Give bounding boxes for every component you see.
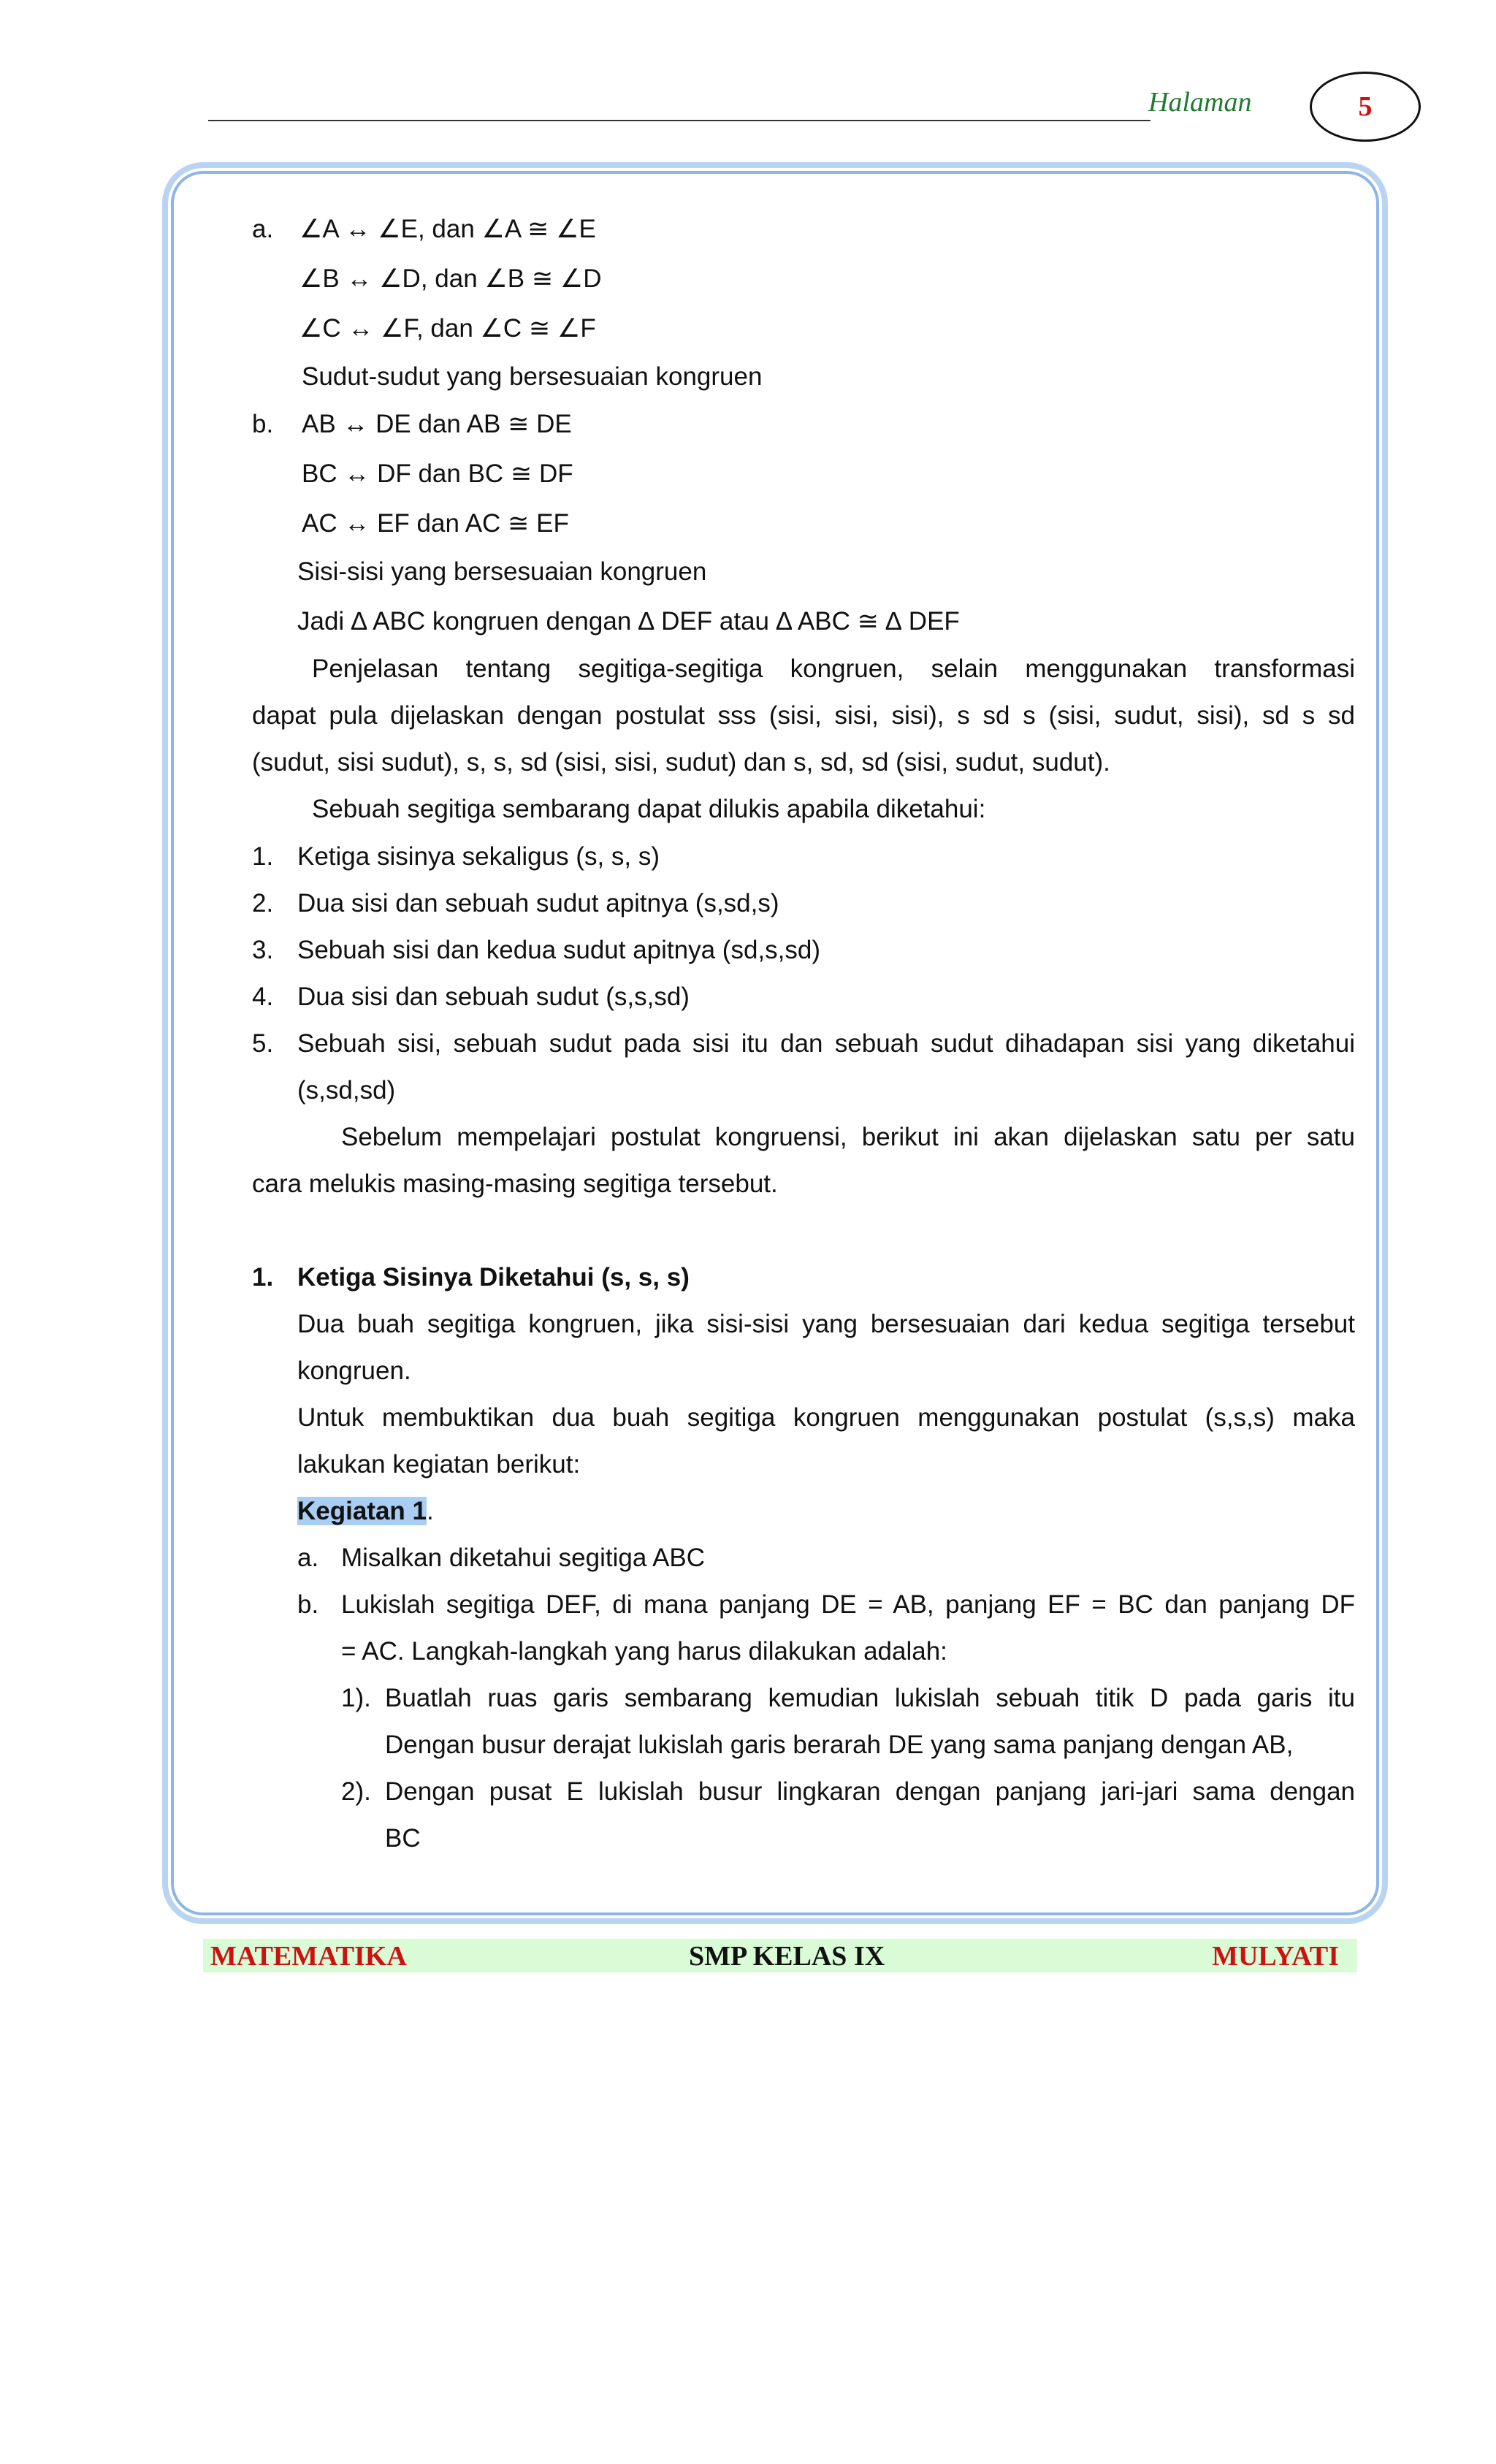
list-marker: 5. [252, 1029, 274, 1058]
paragraph-line: Untuk membuktikan dua buah segitiga kongruen menggunakan postulat (s,s,s) maka [297, 1403, 1355, 1432]
page-number: 5 [1310, 72, 1421, 142]
list-item: (s,sd,sd) [297, 1076, 396, 1105]
list-marker: b. [252, 410, 274, 438]
page-footer [203, 1939, 1357, 1972]
paragraph-line: Sebuah segitiga sembarang dapat dilukis apabila diketahui: [312, 795, 986, 823]
list-marker: a. [297, 1544, 319, 1572]
text-line: ∠A ↔ ∠E, dan ∠A ≅ ∠E [299, 215, 596, 243]
text-line: ∠C ↔ ∠F, dan ∠C ≅ ∠F [299, 314, 596, 343]
list-item: Dua sisi dan sebuah sudut apitnya (s,sd,s) [297, 889, 779, 918]
text-line: AB ↔ DE dan AB ≅ DE [302, 410, 572, 438]
list-item: Sebuah sisi, sebuah sudut pada sisi itu dan sebuah sudut dihadapan sisi yang diketahui [297, 1029, 1355, 1058]
footer-author: MULYATI [1212, 1941, 1339, 1972]
list-item: BC [385, 1824, 421, 1853]
list-item: = AC. Langkah-langkah yang harus dilakukan adalah: [341, 1637, 947, 1666]
text-line: BC ↔ DF dan BC ≅ DF [302, 459, 573, 488]
header-label: Halaman [1148, 87, 1252, 118]
list-item: Dengan busur derajat lukislah garis berarah DE yang sama panjang dengan AB, [385, 1731, 1294, 1759]
text-line: Sisi-sisi yang bersesuaian kongruen [297, 557, 707, 586]
footer-class: SMP KELAS IX [689, 1941, 885, 1972]
section-heading: Ketiga Sisinya Diketahui (s, s, s) [297, 1263, 690, 1292]
section-number: 1. [252, 1263, 274, 1292]
paragraph-line: kongruen. [297, 1357, 411, 1385]
list-item: Misalkan diketahui segitiga ABC [341, 1544, 706, 1572]
paragraph-line: Sebelum mempelajari postulat kongruensi, berikut ini akan dijelaskan satu per satu [341, 1123, 1355, 1151]
text-line: ∠B ↔ ∠D, dan ∠B ≅ ∠D [299, 264, 602, 293]
activity-heading [297, 1498, 434, 1524]
footer-subject: MATEMATIKA [210, 1941, 407, 1972]
text-line: Sudut-sudut yang bersesuaian kongruen [302, 362, 763, 391]
header-rule [208, 120, 1150, 121]
list-marker: 3. [252, 936, 274, 964]
paragraph-line: Dua buah segitiga kongruen, jika sisi-sisi yang bersesuaian dari kedua segitiga tersebut [297, 1310, 1355, 1338]
list-item: Lukislah segitiga DEF, di mana panjang DE = AB, panjang EF = BC dan panjang DF [341, 1590, 1355, 1619]
list-marker: 1. [252, 842, 274, 871]
paragraph-line: dapat pula dijelaskan dengan postulat sss (sisi, sisi, sisi), s sd s (sisi, sudut, sisi), sd s sd [252, 701, 1355, 730]
activity-period: . [427, 1497, 434, 1525]
list-marker: 2). [341, 1777, 371, 1806]
text-line: AC ↔ EF dan AC ≅ EF [302, 509, 569, 538]
list-item: Ketiga sisinya sekaligus (s, s, s) [297, 842, 660, 871]
list-marker: b. [297, 1590, 319, 1619]
paragraph-line: Penjelasan tentang segitiga-segitiga kongruen, selain menggunakan transformasi [312, 655, 1355, 683]
list-item: Sebuah sisi dan kedua sudut apitnya (sd,s,sd) [297, 936, 820, 964]
list-marker: 2. [252, 889, 274, 918]
list-marker: 4. [252, 983, 274, 1011]
list-item: Dua sisi dan sebuah sudut (s,s,sd) [297, 983, 690, 1011]
list-marker: a. [252, 215, 274, 243]
list-item: Buatlah ruas garis sembarang kemudian lukislah sebuah titik D pada garis itu [385, 1684, 1355, 1712]
paragraph-line: lakukan kegiatan berikut: [297, 1450, 581, 1479]
paragraph-line: cara melukis masing-masing segitiga tersebut. [252, 1170, 778, 1198]
activity-title: Kegiatan 1 [297, 1497, 427, 1525]
list-item: Dengan pusat E lukislah busur lingkaran dengan panjang jari-jari sama dengan [385, 1777, 1355, 1806]
text-line: Jadi ∆ ABC kongruen dengan ∆ DEF atau ∆ ABC ≅ ∆ DEF [297, 607, 960, 636]
list-marker: 1). [341, 1684, 371, 1712]
paragraph-line: (sudut, sisi sudut), s, s, sd (sisi, sisi, sudut) dan s, sd, sd (sisi, sudut, sudut). [252, 748, 1110, 777]
